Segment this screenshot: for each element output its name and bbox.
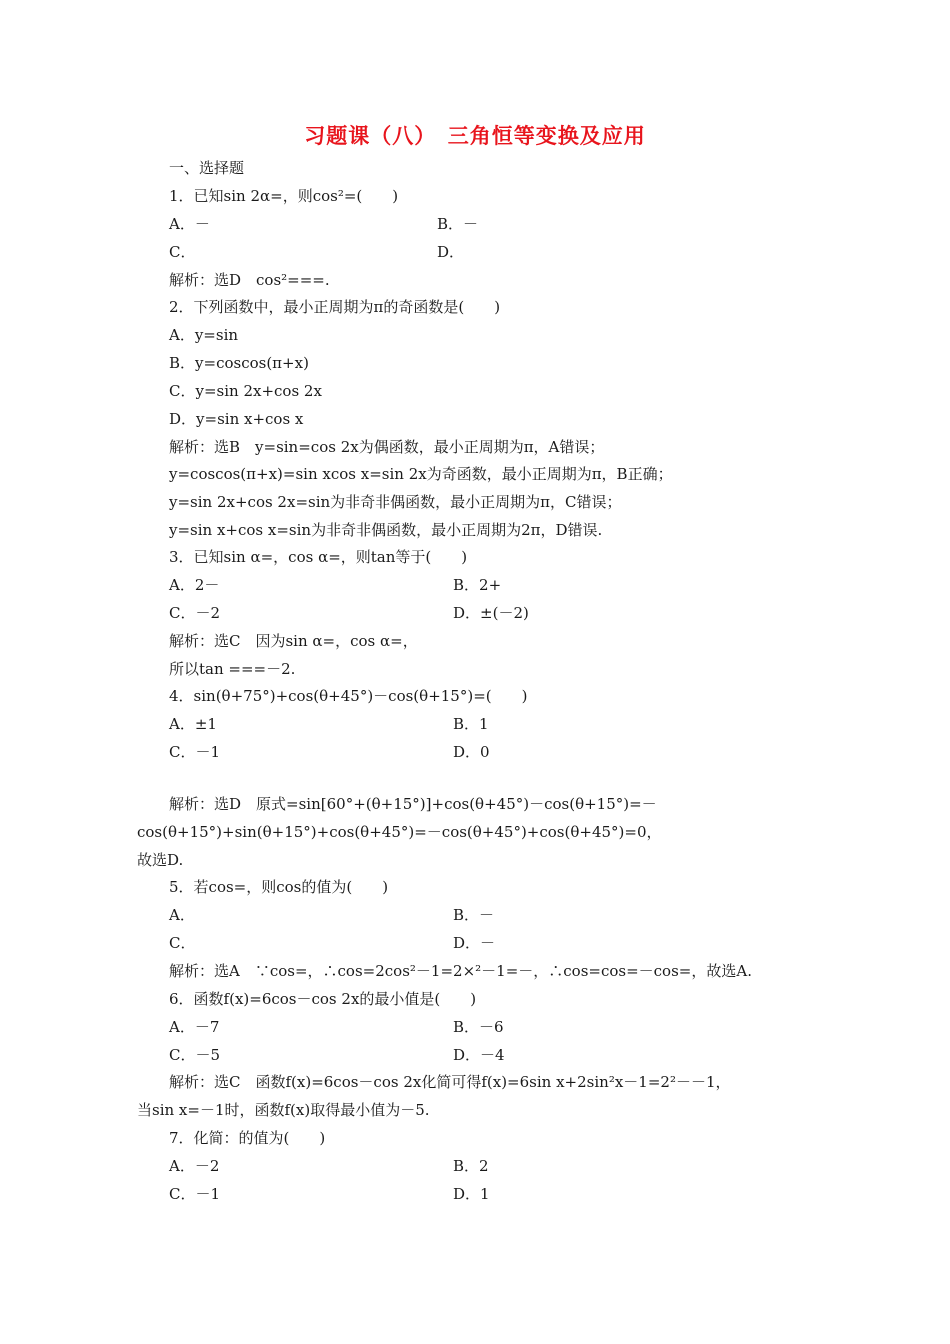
question-7: 7．化简：的值为( )	[169, 1129, 326, 1147]
q3-option-c: C．－2	[169, 604, 221, 622]
q2-option-a: A．y=sin	[169, 326, 239, 344]
q6-option-d: D．－4	[453, 1046, 505, 1064]
question-2: 2．下列函数中，最小正周期为π的奇函数是( )	[169, 298, 501, 316]
q5-option-c: C．	[169, 934, 196, 952]
q4-option-a: A．±1	[169, 715, 217, 733]
question-1: 1．已知sin 2α=，则cos²=( )	[169, 187, 399, 205]
q7-option-b: B．2	[453, 1157, 489, 1175]
q7-option-a: A．－2	[169, 1157, 220, 1175]
q2-solution-line: y=sin x+cos x=sin为非奇非偶函数，最小正周期为2π，D错误.	[169, 521, 603, 539]
q5-solution: 解析：选A ∵cos=，∴cos=2cos²－1=2×²－1=－，∴cos=cos=－cos=，故选A.	[169, 962, 752, 980]
q6-solution-line: 当sin x=－1时，函数f(x)取得最小值为－5.	[137, 1101, 430, 1119]
page-title: 习题课（八） 三角恒等变换及应用	[304, 124, 646, 148]
q1-option-a: A．－	[169, 215, 210, 233]
q7-option-d: D．1	[453, 1185, 490, 1203]
q5-option-d: D．－	[453, 934, 496, 952]
q2-solution-line: y=sin 2x+cos 2x=sin为非奇非偶函数，最小正周期为π，C错误；	[169, 493, 622, 511]
q6-option-c: C．－5	[169, 1046, 221, 1064]
q5-option-a: A．	[169, 906, 195, 924]
q4-option-b: B．1	[453, 715, 489, 733]
question-3: 3．已知sin α=，cos α=，则tan等于( )	[169, 548, 468, 566]
section-heading: 一、选择题	[169, 159, 245, 177]
q4-solution-line: cos(θ+15°)+sin(θ+15°)+cos(θ+45°)=－cos(θ+45°)+cos(θ+45°)=0，	[137, 823, 662, 841]
q4-option-d: D．0	[453, 743, 490, 761]
q3-option-d: D．±(－2)	[453, 604, 529, 622]
q4-solution-line: 解析：选D 原式=sin[60°+(θ+15°)]+cos(θ+45°)－cos(θ+15°)=－	[169, 795, 657, 813]
question-6: 6．函数f(x)=6cos－cos 2x的最小值是( )	[169, 990, 477, 1008]
q2-option-b: B．y=coscos(π+x)	[169, 354, 309, 372]
q6-option-a: A．－7	[169, 1018, 220, 1036]
q2-option-c: C．y=sin 2x+cos 2x	[169, 382, 322, 400]
q1-solution: 解析：选D cos²===.	[169, 271, 330, 289]
q6-option-b: B．－6	[453, 1018, 504, 1036]
q2-solution-line: y=coscos(π+x)=sin xcos x=sin 2x为奇函数，最小正周期为π，B正确；	[169, 465, 673, 483]
q2-solution-line: 解析：选B y=sin=cos 2x为偶函数，最小正周期为π，A错误；	[169, 438, 605, 456]
q1-option-b: B．－	[437, 215, 479, 233]
question-4: 4．sin(θ+75°)+cos(θ+45°)－cos(θ+15°)=( )	[169, 687, 528, 705]
q1-option-d: D．	[437, 243, 465, 261]
q3-solution-line: 解析：选C 因为sin α=，cos α=，	[169, 632, 418, 650]
q2-option-d: D．y=sin x+cos x	[169, 410, 304, 428]
q3-option-a: A．2－	[169, 576, 220, 594]
q5-option-b: B．－	[453, 906, 495, 924]
q7-option-c: C．－1	[169, 1185, 221, 1203]
q3-option-b: B．2+	[453, 576, 502, 594]
q4-solution-line: 故选D.	[137, 851, 184, 869]
q1-option-c: C．	[169, 243, 196, 261]
q4-option-c: C．－1	[169, 743, 221, 761]
q3-solution-line: 所以tan ===－2.	[169, 660, 296, 678]
q6-solution-line: 解析：选C 函数f(x)=6cos－cos 2x化简可得f(x)=6sin x+2sin²x－1=2²－－1，	[169, 1073, 731, 1091]
question-5: 5．若cos=，则cos的值为( )	[169, 878, 389, 896]
